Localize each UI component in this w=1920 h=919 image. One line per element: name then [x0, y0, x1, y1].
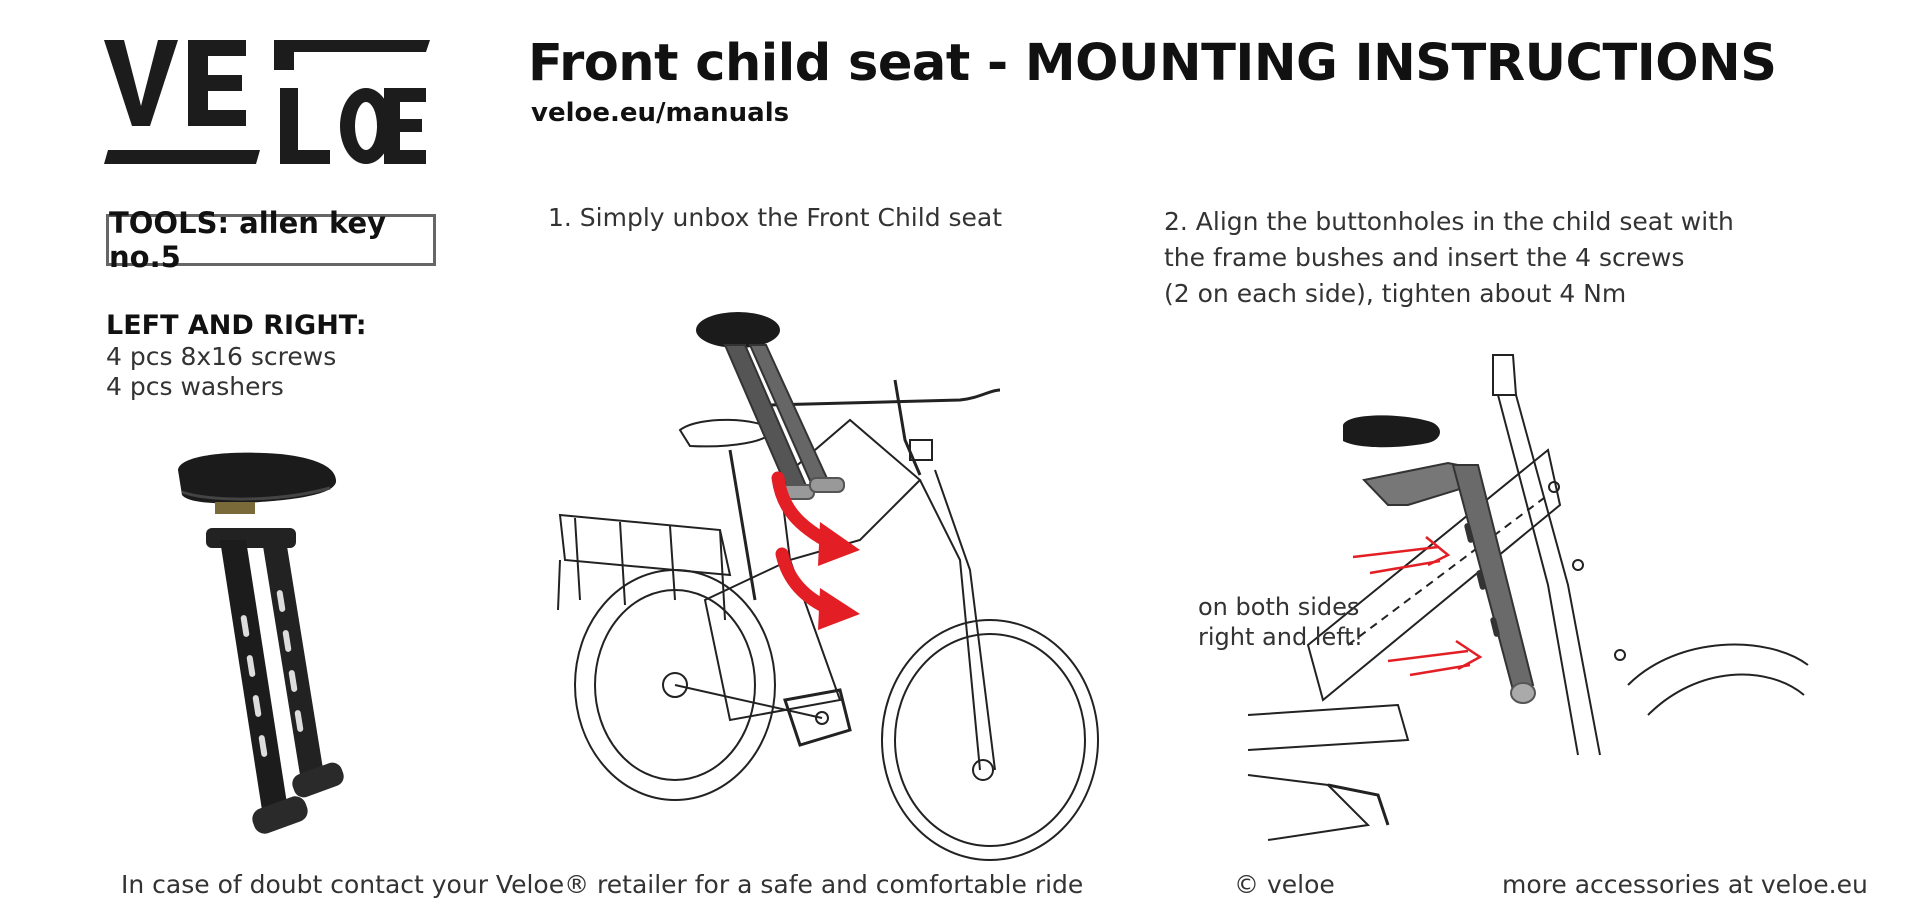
- parts-item: 4 pcs washers: [106, 372, 284, 401]
- both-sides-note: [1198, 592, 1363, 652]
- step-2-text-line: the frame bushes and insert the 4 screws: [1164, 243, 1685, 272]
- footer-copyright: © veloe: [1234, 870, 1335, 899]
- page-title: Front child seat - MOUNTING INSTRUCTIONS: [528, 34, 1777, 93]
- step-2-text-line: (2 on each side), tighten about 4 Nm: [1164, 279, 1627, 308]
- tools-box: [106, 206, 436, 274]
- parts-heading: LEFT AND RIGHT:: [106, 310, 367, 341]
- tools-label: TOOLS: allen key no.5: [109, 206, 387, 274]
- curved-arrow-icon: [768, 470, 878, 630]
- manuals-url: veloe.eu/manuals: [531, 98, 790, 128]
- step-2-text-line: 2. Align the buttonholes in the child seat with: [1164, 207, 1734, 236]
- footer-accessories-link[interactable]: more accessories at veloe.eu: [1502, 870, 1868, 899]
- child-seat-photo: [170, 450, 420, 845]
- note-line: on both sides: [1198, 593, 1360, 621]
- note-line: right and left!: [1198, 623, 1364, 651]
- veloe-logo: [104, 36, 434, 171]
- parts-item: 4 pcs 8x16 screws: [106, 342, 337, 371]
- footer-contact-text: In case of doubt contact your Veloe® retailer for a safe and comfortable ride: [121, 870, 1084, 899]
- step-1-text: 1. Simply unbox the Front Child seat: [548, 203, 1003, 232]
